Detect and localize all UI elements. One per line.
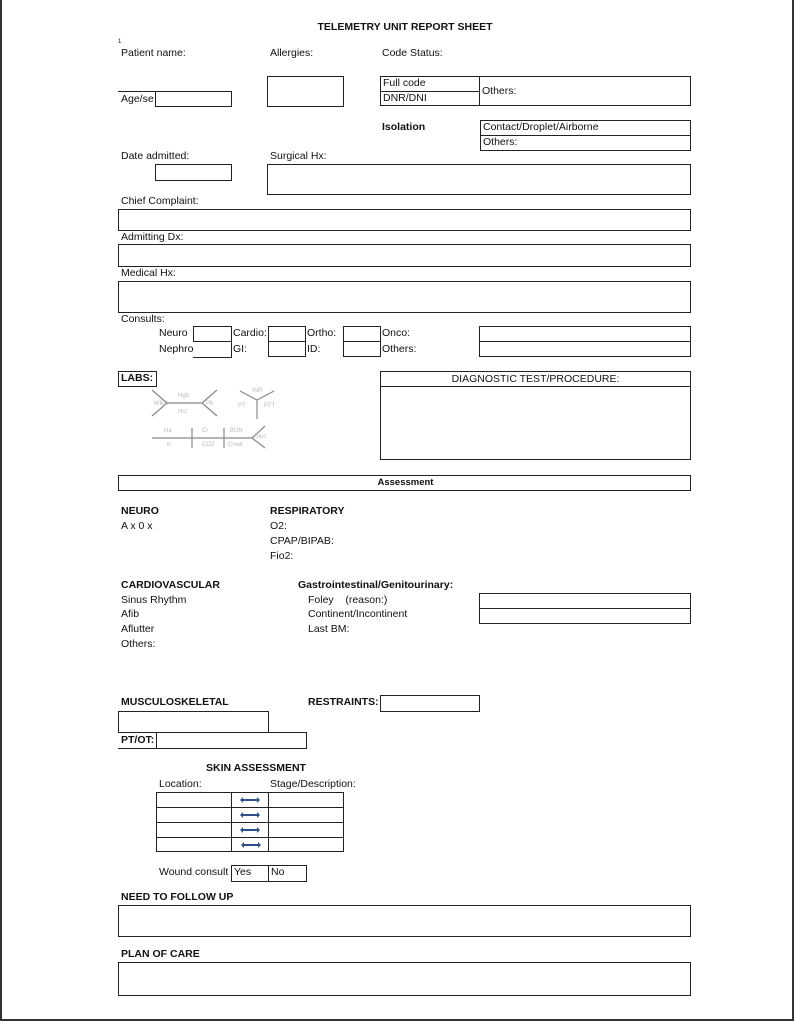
labs-label: LABS: xyxy=(118,371,157,387)
wound-consult-no[interactable]: No xyxy=(268,865,307,882)
skin-stage-label: Stage/Description: xyxy=(270,778,356,790)
consult-neuro-label: Neuro xyxy=(159,327,188,339)
lab-ptt: PTT xyxy=(264,403,276,409)
isolation-option[interactable]: Contact/Droplet/Airborne xyxy=(480,120,691,136)
consult-nephro-field[interactable] xyxy=(193,357,232,358)
lab-inr: INR xyxy=(252,388,263,394)
footnote-marker: 1 xyxy=(118,39,122,45)
consult-gi-label: GI: xyxy=(233,343,248,355)
code-others-field[interactable]: Others: xyxy=(479,76,691,106)
medical-hx-label: Medical Hx: xyxy=(121,267,176,279)
lab-pt: PT xyxy=(238,403,246,409)
isolation-others[interactable]: Others: xyxy=(480,135,691,151)
skin-title: SKIN ASSESSMENT xyxy=(206,762,306,774)
code-dnr-dni[interactable]: DNR/DNI xyxy=(380,91,480,106)
gi-foley: Foley (reason:) xyxy=(308,594,388,606)
pt-ot-field[interactable] xyxy=(156,732,307,749)
lab-na: Na xyxy=(164,428,172,434)
skin-location-label: Location: xyxy=(159,778,202,790)
date-admitted-label: Date admitted: xyxy=(121,150,190,162)
surgical-hx-field[interactable] xyxy=(267,164,691,195)
neuro-aox: A x 0 x xyxy=(121,520,153,532)
resp-o2: O2: xyxy=(270,520,287,532)
resp-fio2: Fio2: xyxy=(270,550,294,562)
chief-complaint-field[interactable] xyxy=(118,209,691,231)
chief-complaint-label: Chief Complaint: xyxy=(121,195,199,207)
lab-gluc: Gluc xyxy=(254,434,267,440)
isolation-label: Isolation xyxy=(382,121,426,133)
cv-sinus: Sinus Rhythm xyxy=(121,594,187,606)
lab-cl: Cl xyxy=(202,428,208,434)
musculoskeletal-field[interactable] xyxy=(118,711,269,733)
foley-reason-field[interactable] xyxy=(479,593,691,609)
allergies-field[interactable] xyxy=(267,76,344,107)
admitting-dx-label: Admitting Dx: xyxy=(121,231,184,243)
neuro-title: NEURO xyxy=(121,505,159,517)
divider xyxy=(231,341,232,357)
consult-id-field[interactable] xyxy=(343,341,381,357)
cardiovascular-title: CARDIOVASCULAR xyxy=(121,579,220,591)
resp-cpap: CPAP/BIPAB: xyxy=(270,535,334,547)
medical-hx-field[interactable] xyxy=(118,281,691,313)
allergies-label: Allergies: xyxy=(270,47,314,59)
follow-up-title: NEED TO FOLLOW UP xyxy=(121,891,234,903)
consult-onco-field[interactable] xyxy=(479,326,691,342)
arrow-icon xyxy=(241,829,259,831)
consult-ortho-field[interactable] xyxy=(343,326,381,342)
consult-onco-label: Onco: xyxy=(382,327,411,339)
age-sex-label: Age/se xyxy=(121,93,154,105)
arrow-icon xyxy=(241,814,259,816)
arrow-icon xyxy=(241,799,259,801)
assessment-header: Assessment xyxy=(118,475,691,491)
lab-creat: Creat xyxy=(228,442,243,448)
consult-cardio-label: Cardio: xyxy=(233,327,267,339)
code-status-label: Code Status: xyxy=(382,47,443,59)
consult-nephro-label: Nephro xyxy=(159,343,194,355)
wound-consult-label: Wound consult xyxy=(159,866,229,878)
gi-gu-title: Gastrointestinal/Genitourinary: xyxy=(298,579,454,591)
restraints-label: RESTRAINTS: xyxy=(308,696,379,708)
continence-field[interactable] xyxy=(479,608,691,624)
consult-gi-field[interactable] xyxy=(268,341,306,357)
consult-others-label: Others: xyxy=(382,343,417,355)
lab-hct: Hct xyxy=(178,409,187,415)
lab-plt: Plt xyxy=(206,401,214,407)
consult-ortho-label: Ortho: xyxy=(307,327,337,339)
musculoskeletal-title: MUSCULOSKELETAL xyxy=(121,696,229,708)
skin-table xyxy=(156,792,344,852)
patient-name-label: Patient name: xyxy=(121,47,186,59)
gi-continent: Continent/Incontinent xyxy=(308,608,408,620)
lab-co2: CO2 xyxy=(202,442,215,448)
restraints-field[interactable] xyxy=(380,695,480,712)
lab-hgb: Hgb xyxy=(178,393,190,399)
lab-bun: BUN xyxy=(230,428,243,434)
cv-others: Others: xyxy=(121,638,156,650)
page-title: TELEMETRY UNIT REPORT SHEET xyxy=(317,21,493,33)
plan-of-care-field[interactable] xyxy=(118,962,691,996)
surgical-hx-label: Surgical Hx: xyxy=(270,150,327,162)
divider xyxy=(118,91,156,92)
gi-last-bm: Last BM: xyxy=(308,623,350,635)
arrow-icon xyxy=(242,844,260,846)
wound-consult-yes[interactable]: Yes xyxy=(231,865,269,882)
pt-ot-label: PT/OT: xyxy=(121,734,155,746)
cv-afib: Afib xyxy=(121,608,140,620)
consult-cardio-field[interactable] xyxy=(268,326,306,342)
lab-wbc: WBC xyxy=(154,401,168,407)
respiratory-title: RESPIRATORY xyxy=(270,505,345,517)
consult-others-field[interactable] xyxy=(479,341,691,357)
follow-up-field[interactable] xyxy=(118,905,691,937)
diagnostic-header: DIAGNOSTIC TEST/PROCEDURE: xyxy=(381,372,690,387)
date-admitted-field[interactable] xyxy=(155,164,232,181)
lab-k: K xyxy=(167,442,172,448)
consults-label: Consults: xyxy=(121,313,165,325)
plan-of-care-title: PLAN OF CARE xyxy=(121,948,200,960)
cv-aflutter: Aflutter xyxy=(121,623,155,635)
consult-neuro-field[interactable] xyxy=(193,326,232,342)
code-full-code[interactable]: Full code xyxy=(380,76,480,92)
divider xyxy=(118,748,156,749)
age-sex-field[interactable] xyxy=(155,91,232,107)
diagnostic-field[interactable] xyxy=(380,371,691,460)
consult-id-label: ID: xyxy=(307,343,321,355)
admitting-dx-field[interactable] xyxy=(118,244,691,267)
